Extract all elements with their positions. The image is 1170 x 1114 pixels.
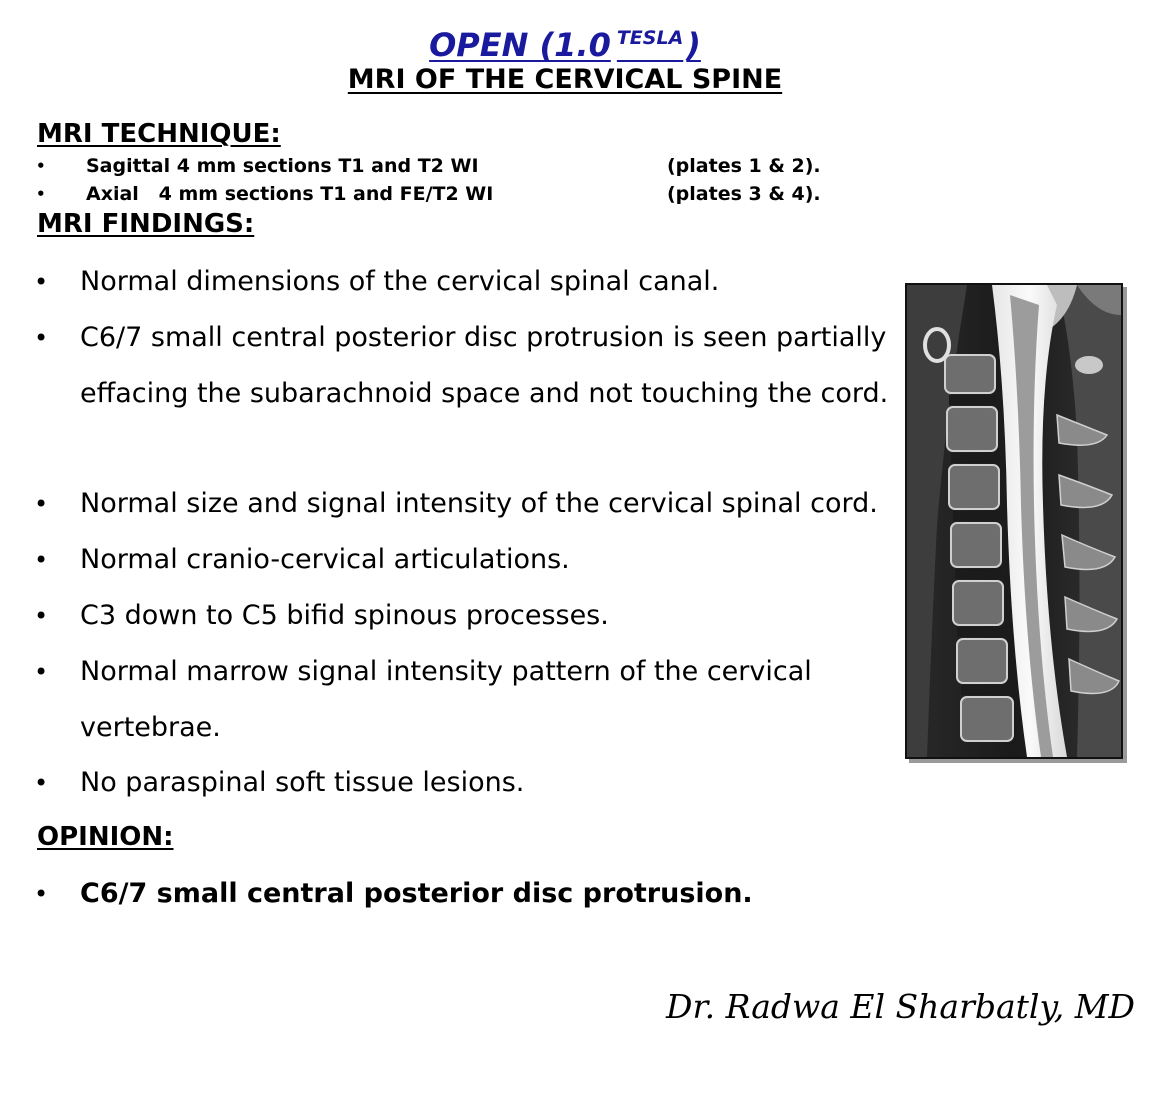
- opinion-text: C6/7 small central posterior disc protrusion.: [80, 878, 753, 909]
- technique-text: Axial 4 mm sections T1 and FE/T2 WI: [86, 183, 494, 205]
- bullet-icon: •: [34, 490, 49, 518]
- mri-sagittal-icon: [907, 285, 1121, 757]
- finding-item: [0, 644, 900, 756]
- finding-item: [0, 588, 900, 644]
- opinion-item: [0, 866, 900, 922]
- bullet-icon: •: [34, 880, 49, 908]
- bullet-icon: •: [36, 185, 46, 203]
- technique-text: Sagittal 4 mm sections T1 and T2 WI: [86, 155, 479, 177]
- bullet-icon: •: [34, 546, 49, 574]
- opinion-heading: OPINION:: [37, 822, 174, 852]
- finding-item: [0, 755, 900, 811]
- report-title: MRI OF THE CERVICAL SPINE: [347, 64, 783, 95]
- tesla-label: TESLA: [616, 27, 684, 49]
- bullet-icon: •: [34, 658, 49, 686]
- bullet-icon: •: [34, 769, 49, 797]
- finding-text: C3 down to C5 bifid spinous processes.: [80, 600, 609, 631]
- finding-item: [0, 532, 900, 588]
- technique-row: [0, 153, 1170, 179]
- finding-item: [0, 310, 900, 422]
- technique-plates: (plates 3 & 4).: [667, 183, 821, 205]
- finding-text: Normal marrow signal intensity pattern of the cervical vertebrae.: [80, 656, 812, 743]
- bullet-icon: •: [34, 268, 49, 296]
- open-label: OPEN (1.0: [429, 26, 611, 64]
- finding-text: Normal size and signal intensity of the cervical spinal cord.: [80, 488, 878, 519]
- finding-item: [0, 254, 900, 310]
- technique-heading: MRI TECHNIQUE:: [37, 119, 281, 149]
- report-scanner-title: [0, 18, 1130, 65]
- finding-text: C6/7 small central posterior disc protrusion is seen partially effacing the subarachnoid space and not touching the cord.: [80, 322, 889, 409]
- close-paren: ): [686, 26, 701, 64]
- bullet-icon: •: [34, 602, 49, 630]
- technique-row: [0, 181, 1170, 207]
- finding-item: [0, 476, 900, 532]
- signature: Dr. Radwa El Sharbatly, MD: [666, 987, 1135, 1026]
- finding-text: Normal dimensions of the cervical spinal canal.: [80, 266, 720, 297]
- finding-text: No paraspinal soft tissue lesions.: [80, 767, 525, 798]
- findings-heading: MRI FINDINGS:: [37, 209, 255, 239]
- technique-plates: (plates 1 & 2).: [667, 155, 821, 177]
- finding-text: Normal cranio-cervical articulations.: [80, 544, 570, 575]
- bullet-icon: •: [36, 157, 46, 175]
- mri-sagittal-cervical-spine-image: [905, 283, 1123, 759]
- bullet-icon: •: [34, 324, 49, 352]
